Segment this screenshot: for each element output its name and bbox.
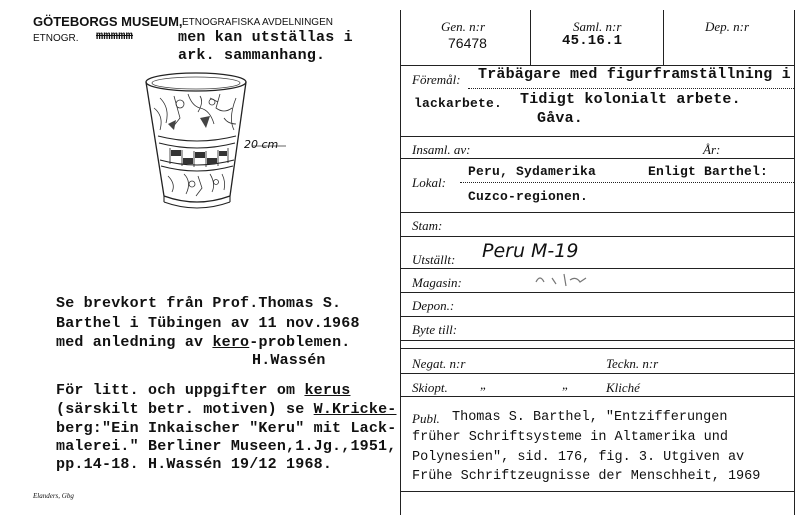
lit-line-4: malerei." Berliner Museen,1.Jg.,1951, xyxy=(56,438,397,455)
lit-line-1-a: För litt. och uppgifter om xyxy=(56,382,305,399)
rule-bottom xyxy=(400,491,794,492)
lit-line-3: berg:"Ein Inkaischer "Keru" mit Lack- xyxy=(56,420,397,437)
letter-ref-line-3-c: -problemen. xyxy=(249,334,351,351)
foremal-line-1: Träbägare med figurframställning i xyxy=(478,66,791,83)
lit-line-2 xyxy=(56,401,396,418)
note-line-1: men kan utställas i xyxy=(178,29,353,46)
krickeberg-underlined: W.Kricke- xyxy=(313,401,397,418)
kerus-underlined: kerus xyxy=(304,382,351,399)
rule-foremal-1 xyxy=(468,88,794,89)
skiopt-label: Skiopt. xyxy=(412,380,448,395)
magasin-scribble xyxy=(530,268,600,290)
rule-negat-top xyxy=(400,348,794,349)
byte-label: Byte till: xyxy=(412,322,458,337)
depon-label: Depon.: xyxy=(412,298,455,313)
note-line-2: ark. sammanhang. xyxy=(178,47,326,64)
ar-label: År: xyxy=(703,142,721,157)
rule-stam xyxy=(400,236,794,237)
letter-ref-line-3 xyxy=(56,334,350,351)
letter-ref-line-2: Barthel i Tübingen av 11 nov.1968 xyxy=(56,315,360,332)
letter-ref-line-3-a: med anledning av xyxy=(56,334,213,351)
rule-skiopt xyxy=(400,396,794,397)
lokal-right: Enligt Barthel: xyxy=(648,164,769,179)
form-divider-right xyxy=(794,10,795,515)
foremal-line-2a: lackarbete. xyxy=(414,96,503,111)
rule-foremal-2 xyxy=(400,136,794,137)
lit-line-5: pp.14-18. H.Wassén 19/12 1968. xyxy=(56,456,333,473)
dimension-label: 20 cm xyxy=(244,138,279,151)
rule-byte xyxy=(400,340,794,341)
foremal-label: Föremål: xyxy=(412,72,461,87)
kliche-value: „ xyxy=(562,377,570,392)
publ-line-2: früher Schriftsysteme in Altamerika und xyxy=(412,430,728,445)
negat-label: Negat. n:r xyxy=(412,356,466,371)
lit-line-2-a: (särskilt betr. motiven) se xyxy=(56,401,314,418)
rule-insaml xyxy=(400,158,794,159)
header-divider-1 xyxy=(530,10,531,65)
dep-label: Dep. n:r xyxy=(705,19,750,34)
foremal-line-2b: Tidigt kolonialt arbete. xyxy=(520,91,741,108)
rule-depon xyxy=(400,316,794,317)
kliche-label: Kliché xyxy=(606,380,640,395)
rule-lokal-1 xyxy=(460,182,794,183)
printer-imprint: Elanders, Gbg xyxy=(33,492,74,500)
saml-value: 45.16.1 xyxy=(562,33,623,49)
lokal-label: Lokal: xyxy=(412,175,446,190)
teckn-label: Teckn. n:r xyxy=(606,356,659,371)
form-divider-left xyxy=(400,10,401,515)
header-divider-2 xyxy=(663,10,664,65)
saml-label: Saml. n:r xyxy=(573,19,622,34)
museum-department: ETNOGRAFISKA AVDELNINGEN xyxy=(182,17,333,28)
kero-underlined: kero xyxy=(212,334,250,351)
magasin-label: Magasin: xyxy=(412,275,462,290)
publ-line-1: Thomas S. Barthel, "Entzifferungen xyxy=(452,410,728,425)
publ-line-4: Frühe Schriftzeugnisse der Menschheit, 1969 xyxy=(412,469,761,484)
rule-magasin xyxy=(400,292,794,293)
lokal-line-1: Peru, Sydamerika xyxy=(468,164,597,179)
utstallt-value: Peru M-19 xyxy=(482,240,579,262)
utstallt-label: Utställt: xyxy=(412,252,456,267)
letter-ref-line-1: Se brevkort från Prof.Thomas S. xyxy=(56,295,342,312)
skiopt-value: „ xyxy=(480,377,488,392)
foremal-line-3: Gåva. xyxy=(537,110,584,127)
gen-value: 76478 xyxy=(448,35,487,51)
etnogr-label: ETNOGR. xyxy=(33,33,79,44)
stam-label: Stam: xyxy=(412,218,443,233)
insaml-label: Insaml. av: xyxy=(412,142,471,157)
struck-text: mmmmm xyxy=(96,29,134,43)
lokal-line-2: Cuzco-regionen. xyxy=(468,189,589,204)
museum-name: GÖTEBORGS MUSEUM, xyxy=(33,14,183,29)
rule-lokal-2 xyxy=(400,212,794,213)
letter-signature: H.Wassén xyxy=(252,352,326,369)
publ-label: Publ. xyxy=(412,411,440,426)
rule-negat xyxy=(400,373,794,374)
publ-line-3: Polynesien", sid. 176, fig. 3. Utgiven av xyxy=(412,450,745,465)
lit-line-1 xyxy=(56,382,350,399)
gen-label: Gen. n:r xyxy=(441,19,486,34)
